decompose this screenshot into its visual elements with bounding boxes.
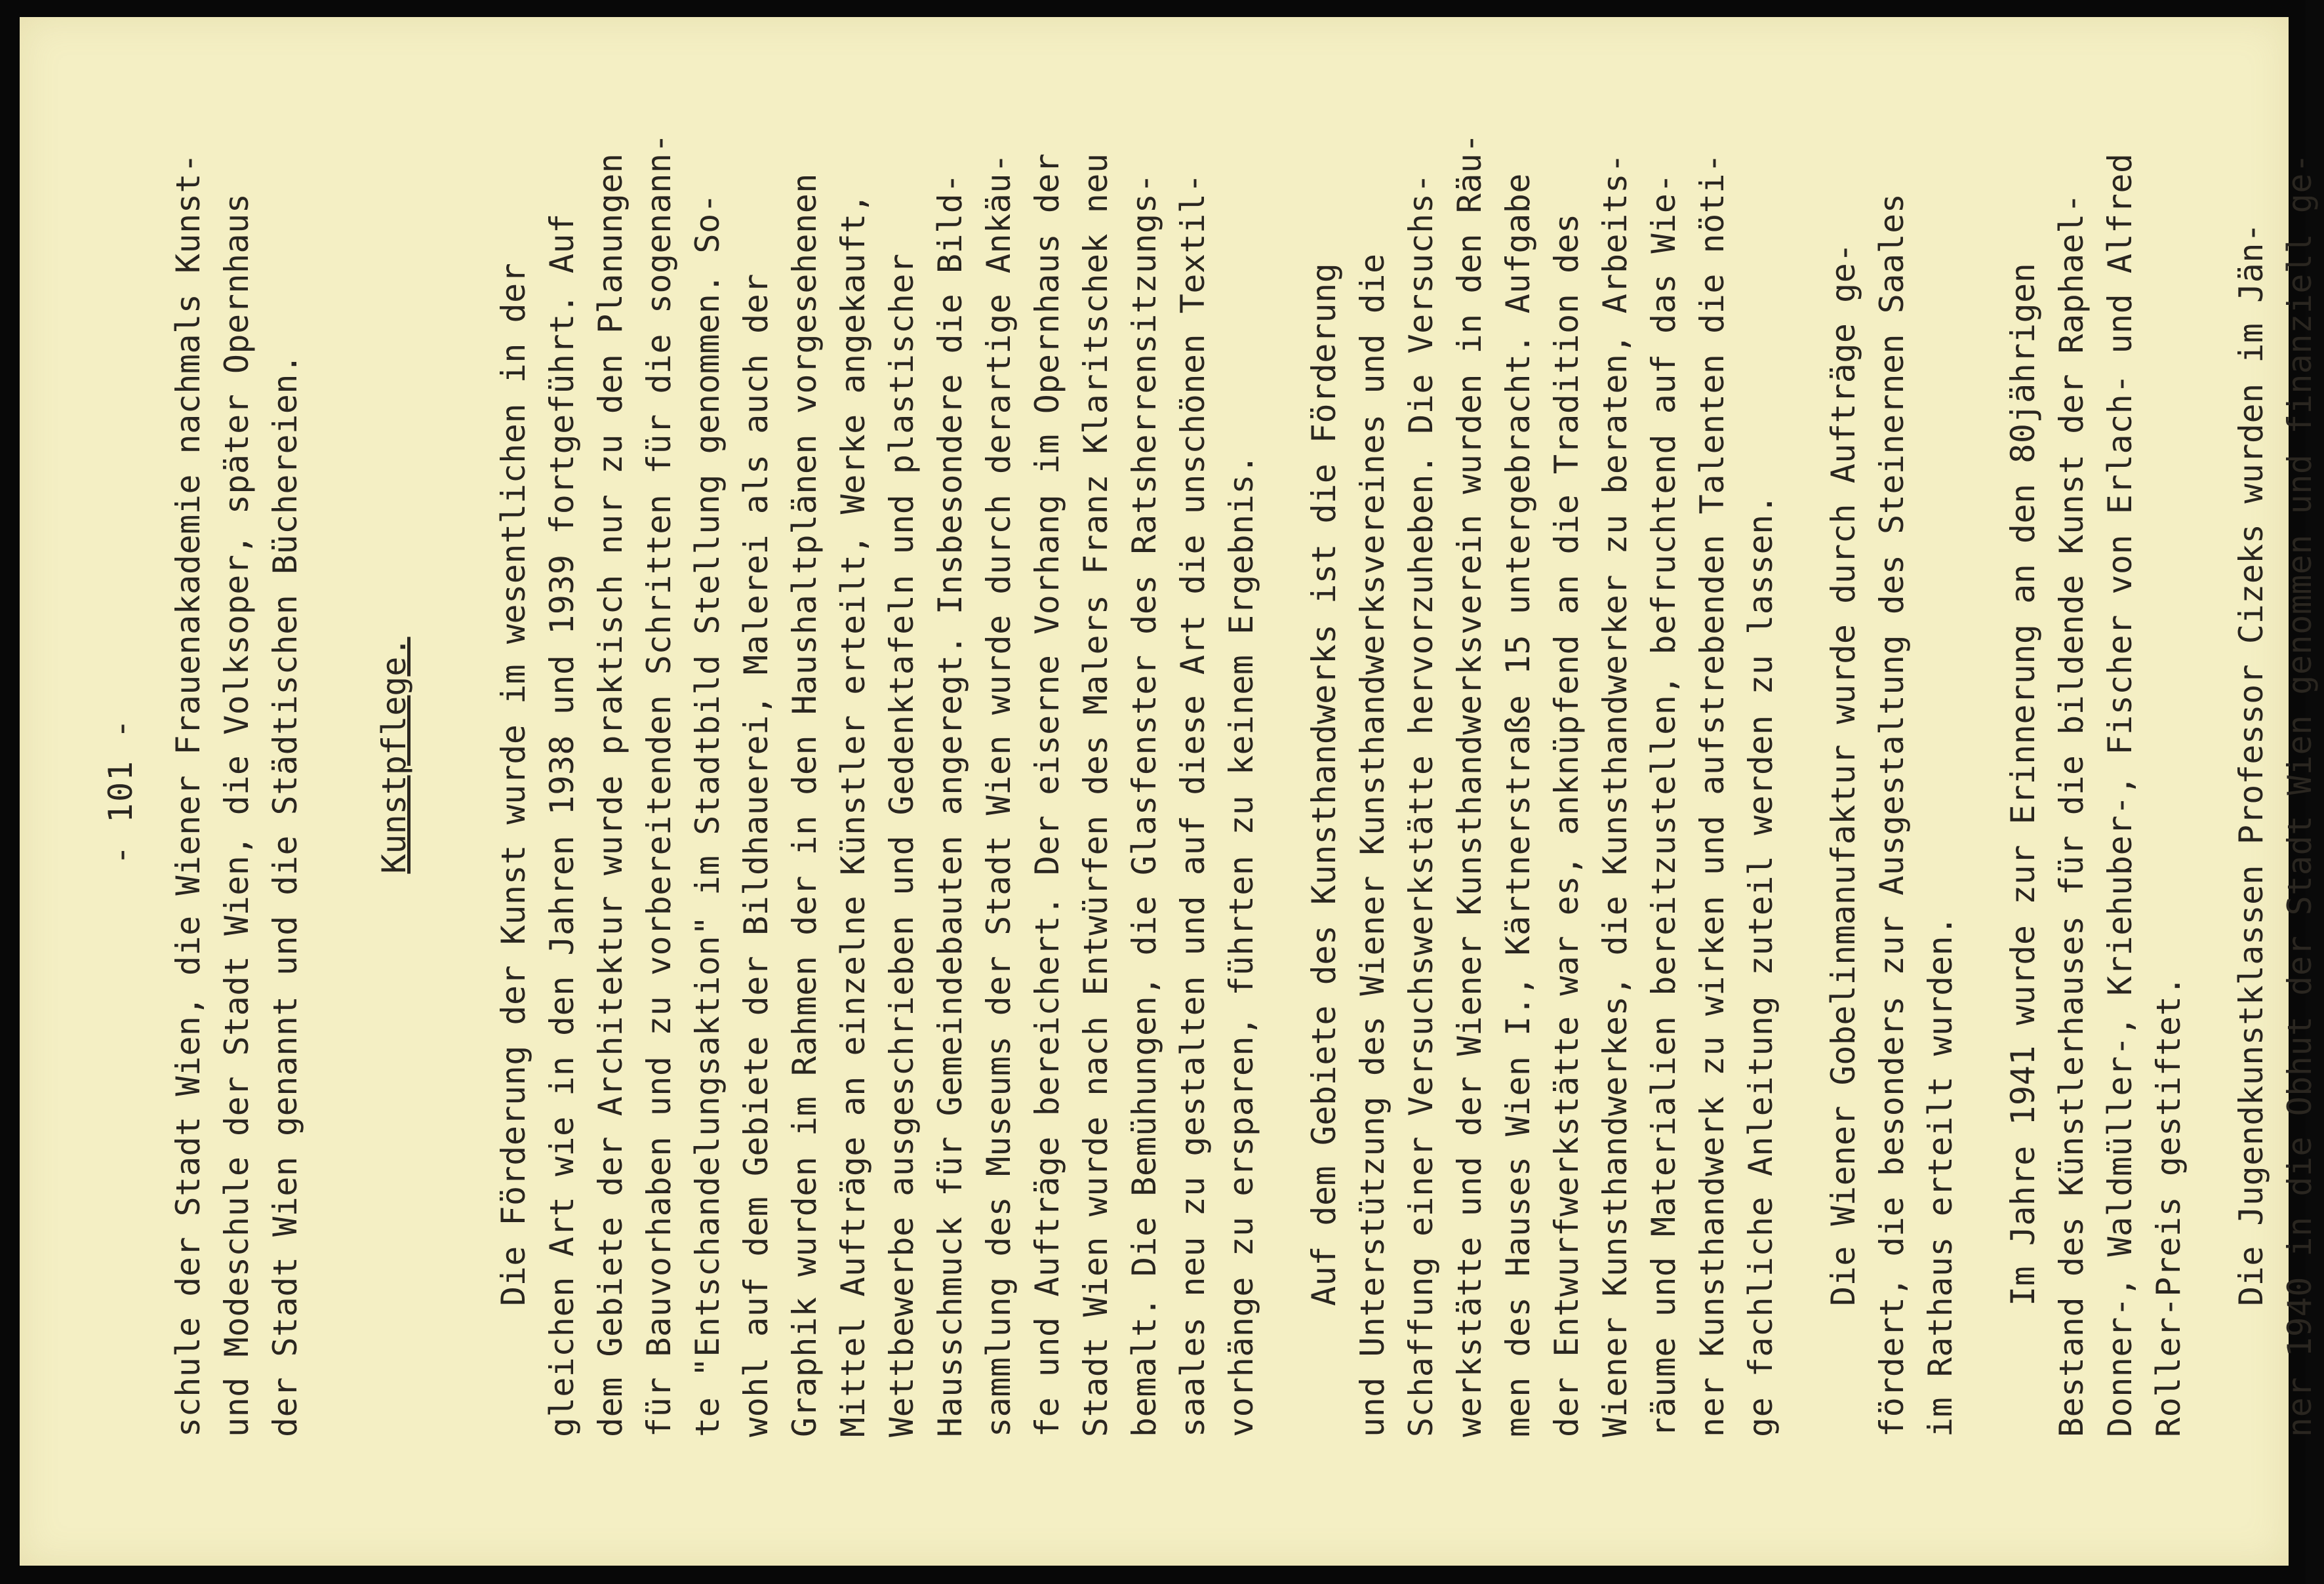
text-line: schule der Stadt Wien, die Wiener Frauenakademie nachmals Kunst- bbox=[169, 153, 207, 1437]
text-line: vorhänge zu ersparen, führten zu keinem Ergebnis. bbox=[1222, 454, 1260, 1437]
text-line: Die Wiener Gobelinmanufaktur wurde durch Aufträge ge- bbox=[1824, 243, 1862, 1306]
text-line: bemalt. Die Bemühungen, die Glasfenster des Ratsherrensitzungs- bbox=[1125, 173, 1163, 1437]
document-body bbox=[164, 73, 2324, 1437]
text-line: wohl auf dem Gebiete der Bildhauerei, Malerei als auch der bbox=[737, 273, 775, 1437]
section-heading: Kunstpflege. bbox=[375, 637, 413, 874]
text-line: ner Kunsthandwerk zu wirken und aufstrebenden Talenten die nöti- bbox=[1693, 153, 1731, 1437]
spacer bbox=[1785, 73, 1819, 1437]
text-line: Die Förderung der Kunst wurde im wesentlichen in der bbox=[494, 262, 532, 1306]
spacer bbox=[2193, 73, 2227, 1437]
paper-sheet bbox=[20, 17, 2319, 1566]
text-line: im Rathaus erteilt wurden. bbox=[1921, 915, 1959, 1437]
text-line: sammlung des Museums der Stadt Wien wurde durch derartige Ankäu- bbox=[980, 153, 1018, 1437]
text-line: für Bauvorhaben und zu vorbereitenden Schritten für die sogenann- bbox=[640, 132, 678, 1437]
text-line: Wiener Kunsthandwerkes, die Kunsthandwerker zu beraten, Arbeits- bbox=[1596, 153, 1634, 1437]
text-line: ner 1940 in die Obhut der Stadt Wien genommen und finanziell ge- bbox=[2281, 153, 2319, 1437]
text-line: Roller-Preis gestiftet. bbox=[2150, 976, 2188, 1437]
text-line: der Stadt Wien genannt und die Städtischen Büchereien. bbox=[266, 353, 304, 1437]
text-line: Die Jugendkunstklassen Professor Cizeks wurden im Jän- bbox=[2232, 222, 2270, 1306]
text-line: saales neu zu gestalten und auf diese Art die unschönen Textil- bbox=[1174, 173, 1212, 1437]
text-line: fördert, die besonders zur Ausgestaltung des Steinernen Saales bbox=[1873, 193, 1911, 1437]
text-line: Hausschmuck für Gemeindebauten angeregt. Insbesondere die Bild- bbox=[931, 173, 969, 1437]
text-line: und Modeschule der Stadt Wien, die Volksoper, später Opernhaus bbox=[218, 193, 256, 1437]
spacer bbox=[1965, 73, 1999, 1437]
rotated-page bbox=[20, 17, 2319, 1566]
text-line: Schaffung einer Versuchswerkstätte hervorzuheben. Die Versuchs- bbox=[1402, 173, 1440, 1437]
text-line: dem Gebiete der Architektur wurde praktisch nur zu den Planungen bbox=[591, 153, 630, 1437]
text-line: gleichen Art wie in den Jahren 1938 und 1939 fortgeführt. Auf bbox=[543, 213, 581, 1437]
text-line: Graphik wurden im Rahmen der in den Haushaltplänen vorgesehenen bbox=[786, 173, 824, 1437]
text-line: Bestand des Künstlerhauses für die bildende Kunst der Raphael- bbox=[2053, 193, 2091, 1437]
text-line: Stadt Wien wurde nach Entwürfen des Malers Franz Klaritschek neu bbox=[1077, 153, 1115, 1437]
text-line: ge fachliche Anleitung zuteil werden zu lassen. bbox=[1742, 494, 1780, 1437]
text-line: räume und Materialien bereitzustellen, befruchtend auf das Wie- bbox=[1645, 173, 1683, 1437]
text-line: Im Jahre 1941 wurde zur Erinnerung an den 80jährigen bbox=[2004, 262, 2042, 1306]
text-line: Mittel Aufträge an einzelne Künstler erteilt, Werke angekauft, bbox=[834, 193, 872, 1437]
text-line: men des Hauses Wien I., Kärtnerstraße 15 untergebracht. Aufgabe bbox=[1499, 173, 1537, 1437]
spacer bbox=[1266, 73, 1300, 1437]
text-line: Donner-, Waldmüller-, Kriehuber-, Fischer von Erlach- und Alfred bbox=[2101, 153, 2139, 1437]
text-line: te "Entschandelungsaktion" im Stadtbild Stellung genommen. So- bbox=[689, 193, 727, 1437]
text-line: der Entwurfwerkstätte war es, anknüpfend an die Tradition des bbox=[1548, 213, 1586, 1437]
text-line: Wettbewerbe ausgeschrieben und Gedenktafeln und plastischer bbox=[883, 253, 921, 1437]
page-number: - 101 - bbox=[102, 717, 140, 865]
text-line: werkstätte und der Wiener Kunsthandwerksverein wurden in den Räu- bbox=[1451, 132, 1489, 1437]
text-line: Auf dem Gebiete des Kunsthandwerks ist die Förderung bbox=[1305, 262, 1343, 1306]
text-line: und Unterstützung des Wiener Kunsthandwerksvereines und die bbox=[1353, 253, 1392, 1437]
text-line: fe und Aufträge bereichert. Der eiserne Vorhang im Opernhaus der bbox=[1028, 153, 1066, 1437]
